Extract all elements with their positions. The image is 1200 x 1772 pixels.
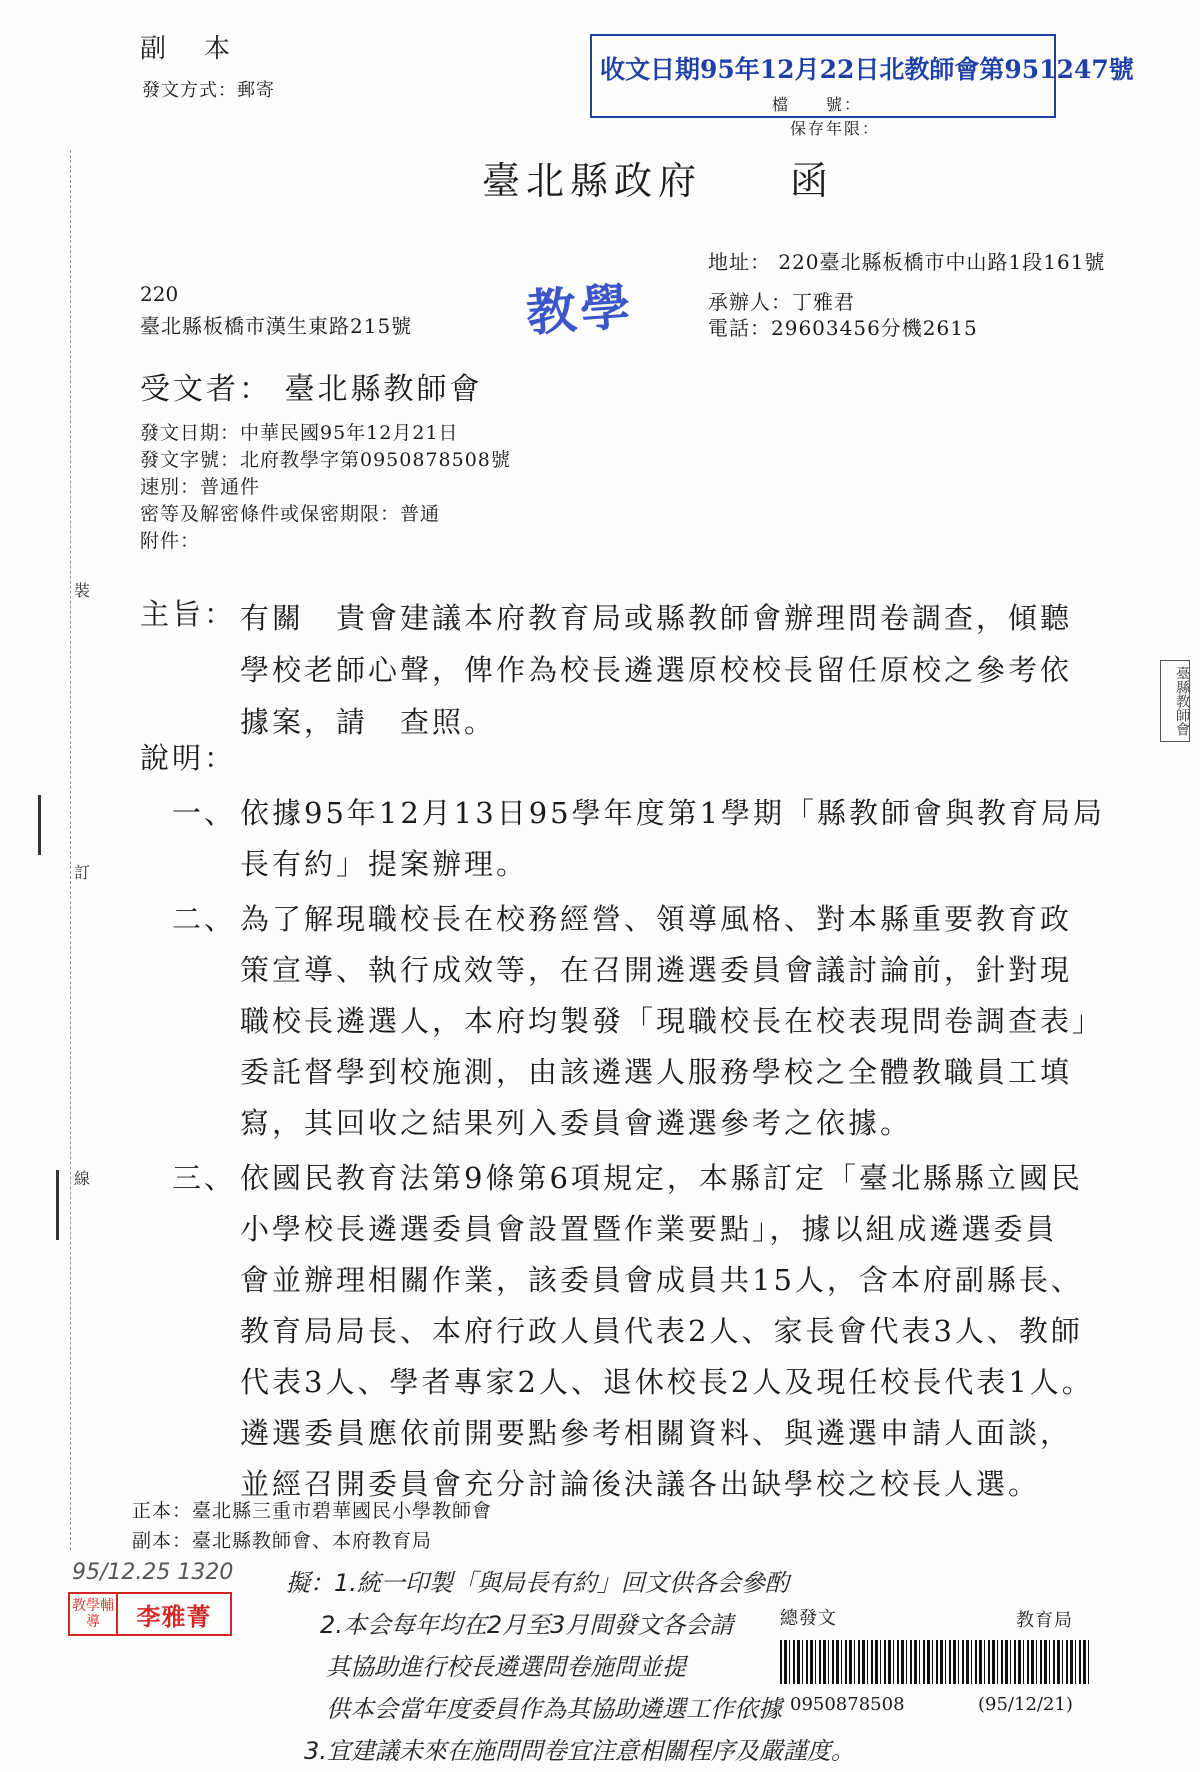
dispatch-date: (95/12/21) [978,1694,1073,1715]
dispatch-office: 教育局 [1016,1610,1073,1631]
handwritten-date: 95/12.25 1320 [72,1560,234,1585]
copy-label: 副 本 [140,34,237,64]
issue-number: 發文字號：北府教學字第0950878508號 [140,449,511,471]
barcode [780,1640,1090,1684]
item-text [240,894,1104,1149]
margin-pen-mark [38,795,41,855]
item-line: 依據95年12月13日95學年度第1學期「縣教師會與教育局局 [240,796,1106,830]
item-line: 職校長遴選人，本府均製發「現職校長在校表現問卷調查表」 [240,1004,1105,1038]
explanation-item-2 [172,894,1105,1149]
subject-label: 主旨： [140,597,237,631]
stamp-name: 李雅菁 [136,1601,212,1631]
attachment: 附件： [140,530,201,552]
file-number-label: 檔 號： [772,95,863,114]
item-number: 一、 [172,796,237,830]
security-class: 密等及解密條件或保密期限：普通 [140,503,441,525]
explanation-item-1 [172,788,1105,890]
retention-label: 保存年限： [790,119,881,138]
note-line: 3.宜建議未來在施問問卷宜注意相關程序及嚴謹度。 [304,1737,855,1765]
item-line: 小學校長遴選委員會設置暨作業要點」，據以組成遴選委員 [240,1212,1058,1246]
cc-recipients: 副本：臺北縣教師會、本府教育局 [132,1530,433,1552]
item-text [240,788,1105,890]
item-line: 寫，其回收之結果列入委員會遴選參考之依據。 [240,1106,913,1140]
note-line: 2.本会每年均在2月至3月間發文各会請 [320,1611,734,1639]
issue-date: 發文日期：中華民國95年12月21日 [140,422,459,444]
item-line: 為了解現職校長在校務經營、領導風格、對本縣重要教育政 [240,902,1073,936]
explanation-item-3 [172,1153,1105,1510]
phone: 電話：29603456分機2615 [708,316,978,340]
meta-block [140,420,511,555]
item-line: 代表3人、學者專家2人、退休校長2人及現任校長代表1人。 [240,1365,1094,1399]
margin-mark-zhuang: 裝 [74,581,91,600]
binding-line [70,150,71,1550]
item-line: 並經召開委員會充分討論後決議各出缺學校之校長人選。 [240,1467,1041,1501]
recipient: 受文者： 臺北縣教師會 [140,372,483,407]
speed-class: 速別：普通件 [140,476,261,498]
item-number: 二、 [172,902,237,936]
dispatch-label: 總發文 [780,1608,837,1629]
item-line: 依國民教育法第9條第6項規定，本縣訂定「臺北縣縣立國民 [240,1161,1083,1195]
explanation-items [172,788,1105,1510]
note-line: 其協助進行校長遴選問卷施問並提 [326,1653,686,1681]
margin-mark-xian: 線 [74,1169,91,1188]
sender-address: 臺北縣板橋市漢生東路215號 [140,314,413,338]
red-name-stamp [68,1592,232,1636]
receipt-stamp-text: 收文日期95年12月22日北教師會第951247號 [600,55,1134,84]
sender-zip: 220 [140,282,179,306]
barcode-number: 0950878508 [790,1694,905,1715]
handwritten-note [286,1562,855,1772]
subject-line: 學校老師心聲，俾作為校長遴選原校校長留任原校之參考依 [240,653,1073,687]
note-line: 擬：1.統一印製「與局長有約」回文供各会參酌 [286,1569,789,1597]
original-recipient: 正本：臺北縣三重市碧華國民小學教師會 [132,1500,493,1522]
item-line: 教育局局長、本府行政人員代表2人、家長會代表3人、教師 [240,1314,1083,1348]
note-line: 供本会當年度委員作為其協助遴選工作依據 [326,1695,782,1723]
handler: 承辦人：丁雅君 [708,290,855,314]
item-line: 會並辦理相關作業，該委員會成員共15人，含本府副縣長、 [240,1263,1083,1297]
send-method: 發文方式：郵寄 [142,80,275,101]
item-line: 長有約」提案辦理。 [240,847,529,881]
blue-handwritten-stamp: 教學 [524,276,637,343]
agency-address: 地址： 220臺北縣板橋市中山路1段161號 [708,250,1106,274]
item-line: 策宣導、執行成效等，在召開遴選委員會議討論前，針對現 [240,953,1073,987]
margin-mark-ding: 訂 [74,863,91,882]
document-title: 臺北縣政府 函 [482,159,835,203]
item-text [240,1153,1094,1510]
subject-line: 據案，請 查照。 [240,705,497,739]
item-number: 三、 [172,1161,237,1195]
margin-pen-mark [56,1170,59,1240]
explanation-label: 說明： [140,741,237,775]
item-line: 委託督學到校施測，由該遴選人服務學校之全體教職員工填 [240,1055,1073,1089]
subject-text [240,592,1072,748]
side-stamp: 臺縣教師會 [1160,660,1190,742]
subject-line: 有關 貴會建議本府教育局或縣教師會辦理問卷調查，傾聽 [240,601,1073,635]
item-line: 遴選委員應依前開要點參考相關資料、與遴選申請人面談， [240,1416,1073,1450]
stamp-dept: 教學輔導 [70,1594,118,1634]
